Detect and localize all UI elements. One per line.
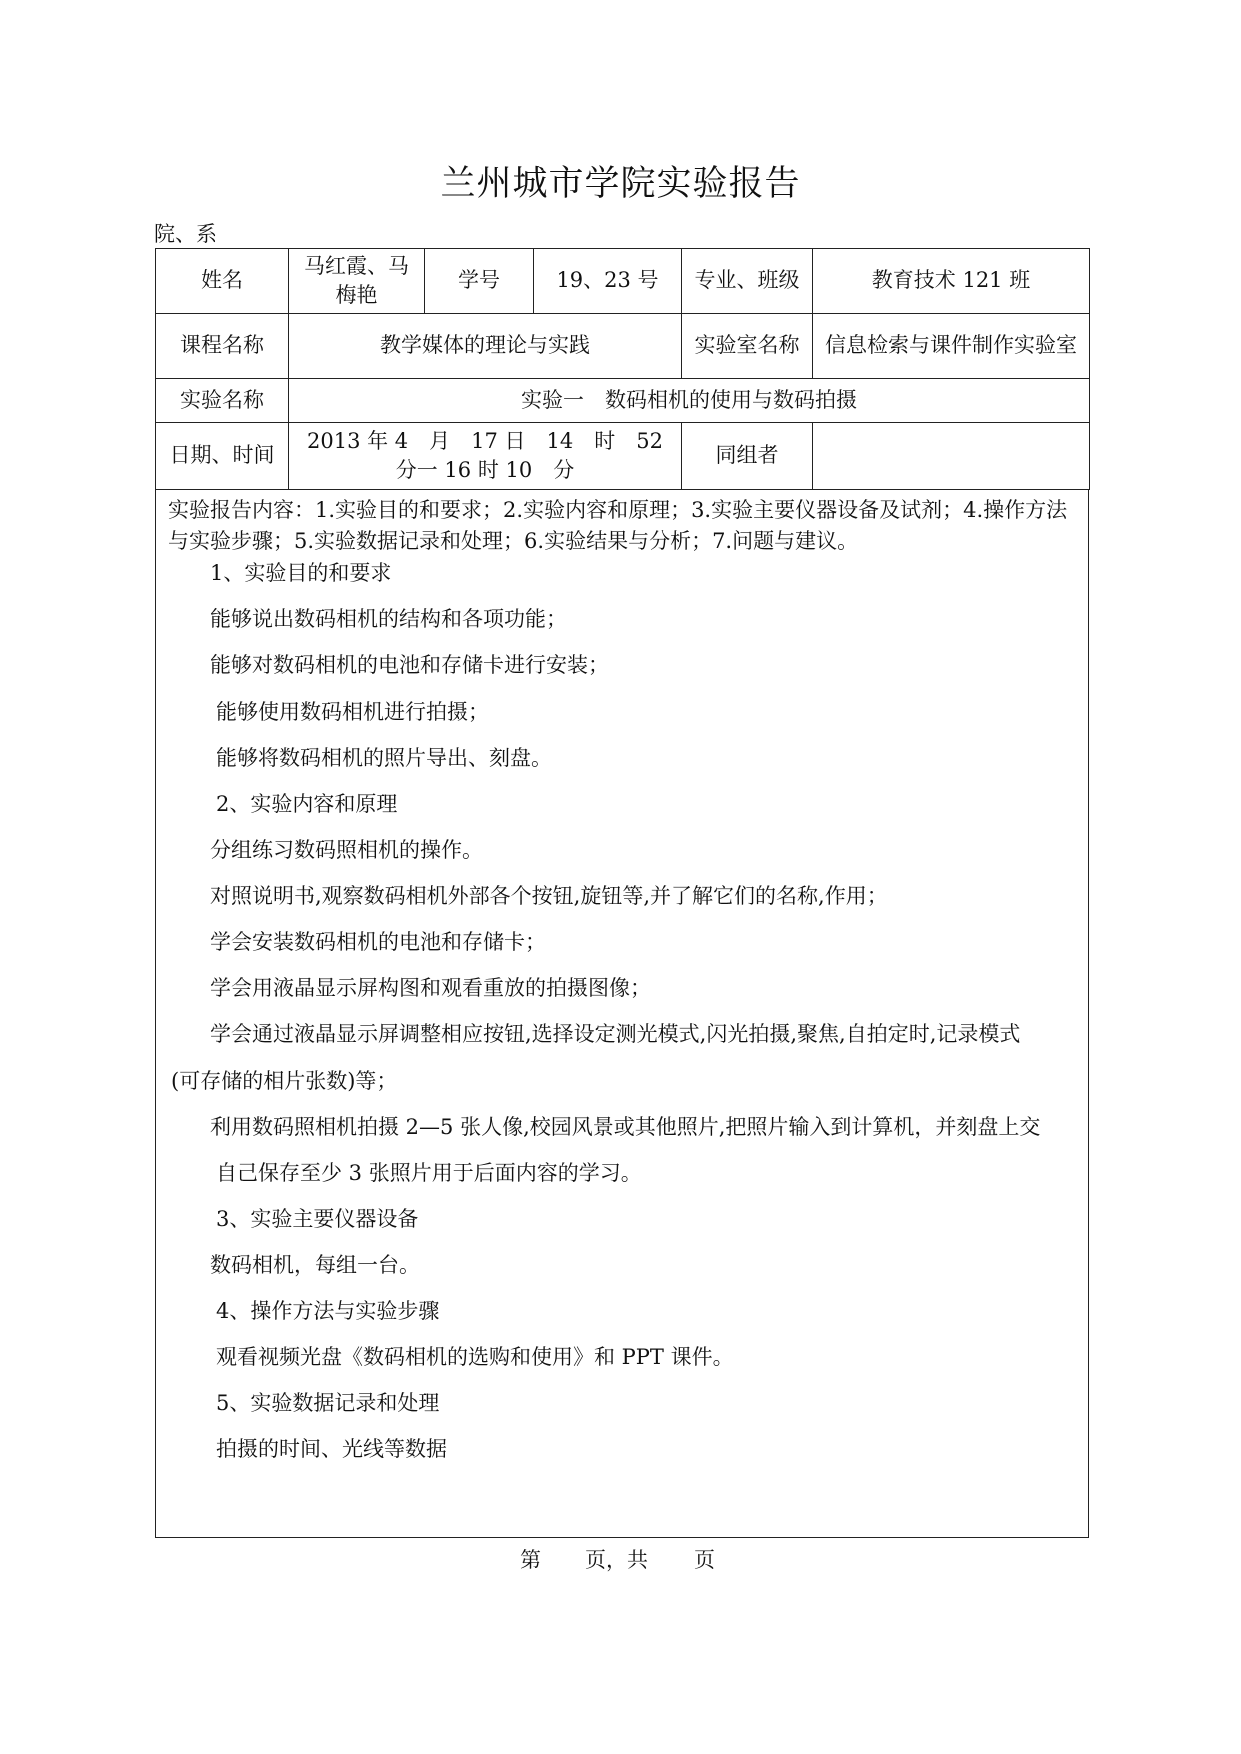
content-line: 能够说出数码相机的结构和各项功能； — [210, 607, 567, 631]
content-line: 学会通过液晶显示屏调整相应按钮,选择设定测光模式,闪光拍摄,聚焦,自拍定时,记录模式 — [210, 1022, 1021, 1046]
section-heading: 3、实验主要仪器设备 — [216, 1207, 419, 1231]
content-line: 能够对数码相机的电池和存储卡进行安装； — [210, 653, 609, 677]
content-line: 利用数码照相机拍摄 2—5 张人像,校园风景或其他照片,把照片输入到计算机，并刻盘上交 — [210, 1115, 1041, 1139]
report-title: 兰州城市学院实验报告 — [440, 164, 801, 204]
department-label: 院、系 — [154, 222, 217, 246]
section-heading: 4、操作方法与实验步骤 — [216, 1299, 440, 1323]
course-name-value: 教学媒体的理论与实践 — [289, 314, 682, 379]
content-line: 数码相机，每组一台。 — [210, 1253, 420, 1277]
content-line: 能够使用数码相机进行拍摄； — [216, 700, 489, 724]
content-line: 拍摄的时间、光线等数据 — [216, 1437, 447, 1461]
group-members-value — [813, 423, 1090, 490]
student-id-label: 学号 — [425, 249, 534, 314]
footer-page-sep: 页，共 — [585, 1548, 648, 1572]
page-footer — [0, 1538, 1241, 1572]
student-id-value: 19、23 号 — [534, 249, 682, 314]
date-time-label: 日期、时间 — [156, 423, 289, 490]
section-heading: 1、实验目的和要求 — [210, 561, 392, 585]
content-line: 学会用液晶显示屏构图和观看重放的拍摄图像； — [210, 976, 651, 1000]
course-name-label: 课程名称 — [156, 314, 289, 379]
name-value: 马红霞、马梅艳 — [289, 249, 425, 314]
report-info-table — [155, 248, 1090, 490]
lab-name-label: 实验室名称 — [682, 314, 813, 379]
footer-total-label: 页 — [694, 1548, 715, 1572]
content-line: 能够将数码相机的照片导出、刻盘。 — [216, 746, 552, 770]
content-line: (可存储的相片张数)等； — [171, 1069, 398, 1093]
content-line: 学会安装数码相机的电池和存储卡； — [210, 930, 546, 954]
name-label: 姓名 — [156, 249, 289, 314]
content-line: 分组练习数码照相机的操作。 — [210, 838, 483, 862]
experiment-name-label: 实验名称 — [156, 379, 289, 423]
content-line: 对照说明书,观察数码相机外部各个按钮,旋钮等,并了解它们的名称,作用； — [210, 884, 888, 908]
section-heading: 5、实验数据记录和处理 — [216, 1391, 440, 1415]
section-heading: 2、实验内容和原理 — [216, 792, 398, 816]
report-content-box — [155, 489, 1089, 1538]
date-time-value: 2013 年 4 月 17 日 14 时 52 分一 16 时 10 分 — [289, 423, 682, 490]
major-class-value: 教育技术 121 班 — [813, 249, 1090, 314]
major-class-label: 专业、班级 — [682, 249, 813, 314]
experiment-name-value: 实验一 数码相机的使用与数码拍摄 — [289, 379, 1090, 423]
group-members-label: 同组者 — [682, 423, 813, 490]
content-line: 观看视频光盘《数码相机的选购和使用》和 PPT 课件。 — [216, 1345, 734, 1369]
footer-page-label: 第 — [520, 1548, 541, 1572]
content-line: 自己保存至少 3 张照片用于后面内容的学习。 — [216, 1161, 642, 1185]
lab-name-value: 信息检索与课件制作实验室 — [813, 314, 1090, 379]
content-intro: 实验报告内容：1.实验目的和要求；2.实验内容和原理；3.实验主要仪器设备及试剂；4.操作方法与实验步骤；5.实验数据记录和处理；6.实验结果与分析；7.问题与建议。 — [168, 498, 1068, 553]
